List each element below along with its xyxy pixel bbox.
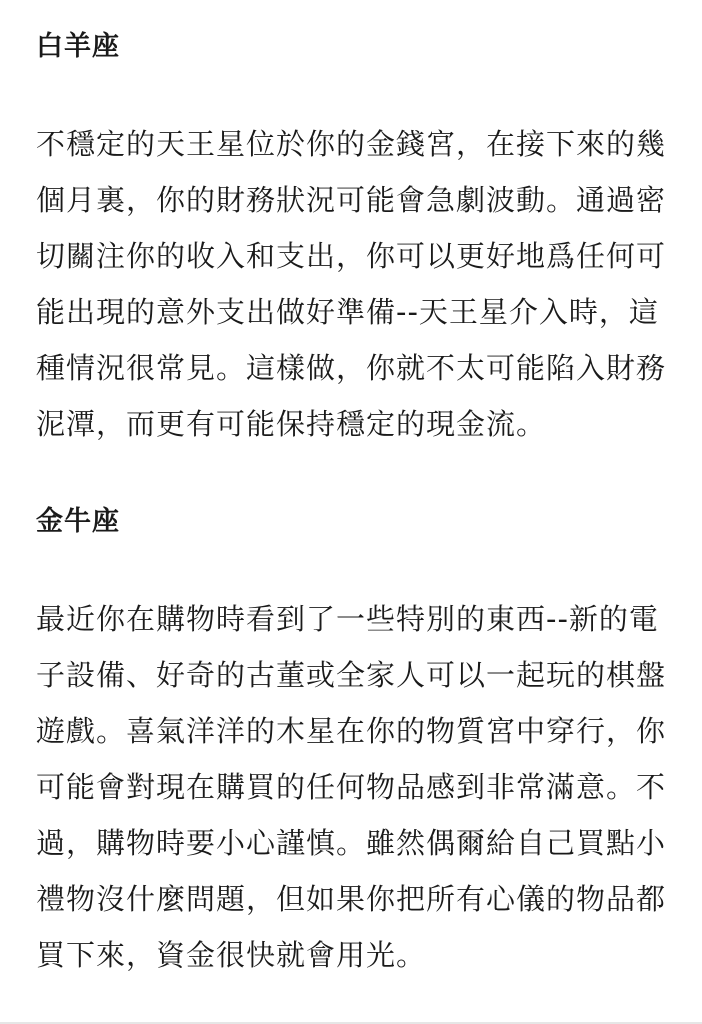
aries-paragraph: 不穩定的天王星位於你的金錢宮，在接下來的幾個月裏，你的財務狀況可能會急劇波動。通過密切關注你的收入和支出，你可以更好地爲任何可能出現的意外支出做好準備--天王星介入時，這種情況很常見。這樣做，你就不太可能陷入財務泥潭，而更有可能保持穩定的現金流。 [36, 127, 667, 441]
taurus-paragraph: 最近你在購物時看到了一些特別的東西--新的電子設備、好奇的古董或全家人可以一起玩的棋盤遊戲。喜氣洋洋的木星在你的物質宮中穿行，你可能會對現在購買的任何物品感到非常滿意。不過，購物時要小心謹慎。雖然偶爾給自己買點小禮物沒什麼問題，但如果你把所有心儀的物品都買下來，資金很快就會用光。 [36, 602, 667, 972]
taurus-heading: 金牛座 [36, 506, 120, 537]
aries-heading: 白羊座 [36, 31, 120, 62]
